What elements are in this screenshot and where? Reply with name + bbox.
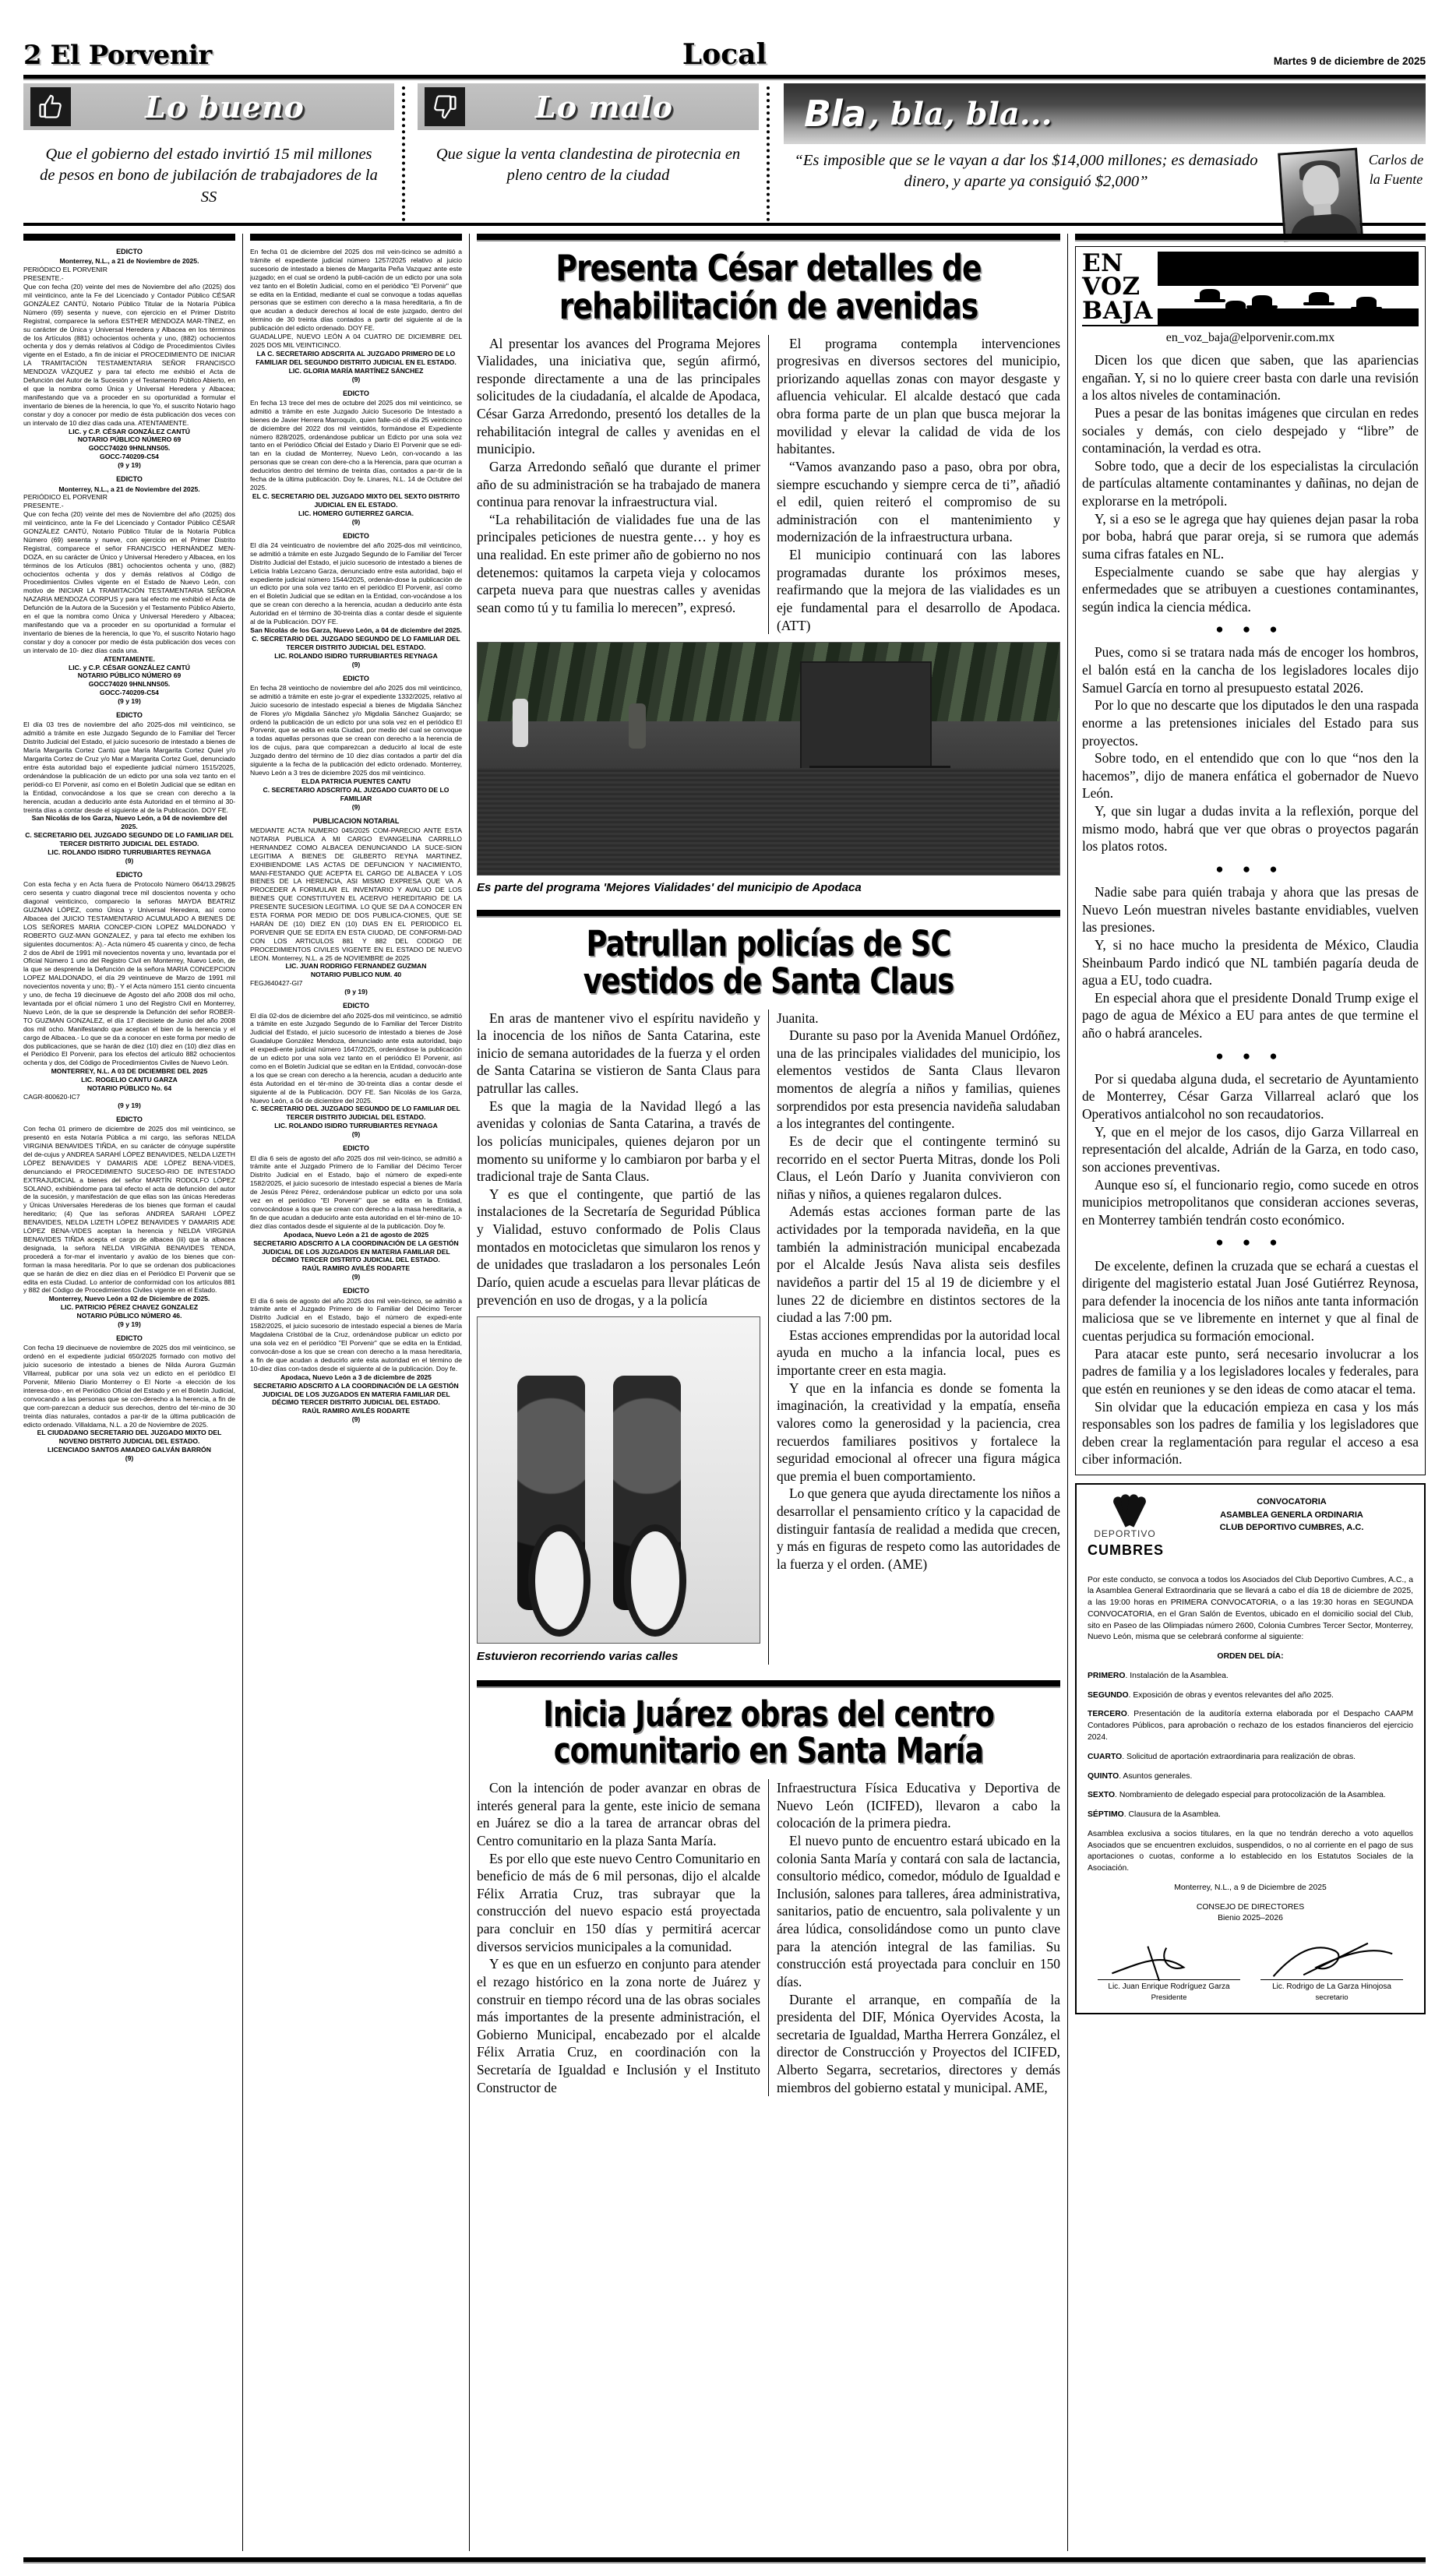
- column-top-rule: [250, 234, 462, 241]
- article-headline: Presenta César detalles de rehabilitación de avenidas: [555, 247, 982, 327]
- article-column-2: [777, 1010, 1060, 1665]
- paragraph-separator-dots: ● ● ●: [1215, 861, 1285, 876]
- banner-top-rule: [23, 75, 1426, 79]
- legal-notice-title: EDICTO: [343, 1287, 369, 1295]
- legal-notice-line: NOTARIO PÚBLICO NÚMERO 69: [77, 435, 182, 444]
- main-content: [23, 234, 1426, 2551]
- paragraph-separator-dots: ● ● ●: [1215, 1048, 1285, 1063]
- opinion-paragraph: De excelente, definen la cruzada que se echará a cuestas el dirigente del magisterio estatal Juan José Gutiérrez Reynosa, para defender la inocencia de los niños ante tanta información maliciosa que se ve libremente en internet y que al final de cuentas perjudica su formación emocional.: [1082, 1257, 1419, 1344]
- opinion-paragraph: Aunque eso sí, el funcionario regio, como sucede en otros municipios metropolitanos que consideran acciones severas, en Monterrey también tendrán costo económico.: [1082, 1176, 1419, 1228]
- article-paragraph: Además estas acciones forman parte de las actividades por la temporada navideña, en la que también la administración municipal encabezada por el Alcalde Jesús Nava alista seis desfiles navideños a partir del 15 al 19 de diciembre y el lunes 22 de diciembre en distintos sectores de la ciudad a las 7:00 pm.: [777, 1203, 1060, 1326]
- legal-notice: [23, 248, 235, 470]
- legal-notice-line: Monterrey, N.L., a 21 de Noviembre de 2025.: [59, 257, 199, 266]
- legal-notice-line: LIC. ROLANDO ISIDRO TURRUBIARTES REYNAGA: [48, 848, 211, 857]
- signature-role: secretario: [1315, 1993, 1349, 2003]
- bla-quote-text: “Es imposible que se le vayan a dar los $14,000 millones; es demasiado dinero, y aparte ya consiguió $2,000”: [794, 152, 1258, 191]
- legal-notice-title: EDICTO: [116, 1334, 143, 1342]
- lo-bueno-text: Que el gobierno del estado invirtió 15 mil millones de pesos en bono de jubilación de trabajadores de la SS: [40, 146, 378, 206]
- legal-notice-line: MEDIANTE ACTA NUMERO 045/2025 COM-PARECIO ANTE ESTA NOTARIA PUBLICA A MI CARGO EVANGELINA CARRILLO HERNANDEZ COMO ALBACEA DENUNCIANDO LA SUCE-SION LEGITIMA A BIENES DE GILBERTO REYNA MARTINEZ, EXHIBIENDOME LAS ACTAS DE DEFUNCION Y NACIMIENTO, MANI-FESTANDO QUE ACEPTA EL CARGO DE ALBACEA Y LOS BIENES DE LA HERENCIA, ASI MISMO EXPRESA QUE VA A PROCEDER A FORMULAR EL INVENTARIO Y AVALUO DE LOS BIENES QUE CONSTITUYEN EL ACERVO HEREDITARIO DE LA PRESENTE SUCESION LEGITIMA. LO QUE SE DA A CONOCER EN ESTA FORMA POR MEDIO DE DOS PUBLICA-CIONES, QUE SE HARÁN DE (10) DIEZ EN (10) DIAS EN EL PERIODICO EL PORVENIR QUE SE EDITA EN ESTA CIUDAD, DE CONFORMI-DAD CON LOS ARTICULOS 881 Y 882 DEL CODIGO DE PROCEDIMIENTOS CIVILES VIGENTE EN EL ESTADO DE NUEVO LEON. Monterrey, N.L. a 25 de NOVIEMBRE de 2025: [250, 826, 462, 962]
- legal-notice-line: (9): [125, 1454, 134, 1463]
- column-top-rule: [23, 234, 235, 241]
- logo-line-2: CUMBRES: [1088, 1542, 1165, 1559]
- bla-bla-header: [784, 83, 1426, 144]
- legal-notice-line: (9 y 19): [118, 461, 141, 470]
- column-email[interactable]: en_voz_baja@elporvenir.com.mx: [1165, 331, 1335, 344]
- legal-notice: [250, 1287, 462, 1424]
- article-paragraph: Es que la magia de la Navidad llegó a las avenidas y colonias de Santa Catarina, a través de los policías municipales, quienes dejaron por un momento su uniforme y lo cambiaron por barba y el tradicional traje de Santa Claus.: [477, 1098, 760, 1185]
- signature-president: [1098, 1945, 1241, 2003]
- column-divider: [768, 1010, 769, 1665]
- article-paragraph: Es de decir que el contingente terminó su recorrido en el sector Puerta Mitras, donde los Poli Claus, el León Darío y Juanita convivieron con niñas y niños, a quienes regalaron dulces.: [777, 1133, 1060, 1202]
- legal-notice-title: EDICTO: [343, 389, 369, 397]
- agenda-item: PRIMERO. Instalación de la Asamblea.: [1088, 1671, 1229, 1680]
- article-paragraph: El programa contempla intervenciones progresivas en diversos sectores del municipio, priorizando aquellas zonas con mayor desgaste y afluencia vehicular. El alcalde destacó que cada obra forma parte de un plan que busca mejorar la movilidad y elevar la calidad de vida de los habitantes.: [777, 335, 1060, 457]
- bla-author-name: Carlos de la Fuente: [1368, 152, 1424, 188]
- legal-notice-line: C. SECRETARIO DEL JUZGADO SEGUNDO DE LO FAMILIAR DEL TERCER DISTRITO JUDICIAL DEL ESTADO.: [252, 1105, 460, 1122]
- bla-title-strong: Bla: [804, 93, 866, 135]
- agenda-item-number: CUARTO: [1088, 1752, 1123, 1761]
- article-column-1: [477, 1010, 760, 1665]
- lo-malo-block: [405, 83, 770, 221]
- bla-title-rest: , bla, bla...: [868, 95, 1052, 132]
- signature-role: Presidente: [1151, 1993, 1187, 2003]
- opinion-paragraph: Y, que sin lugar a dudas invita a la reflexión, porque del mismo modo, habrá que ver que obras o proyectos pagarán los platos rotos.: [1082, 803, 1419, 855]
- agenda-item: TERCERO. Presentación de la auditoría externa elaborada por el Despacho CAAPM Contadores Públicos, para aprobación o rechazo de los estados financieros del ejercicio 2024.: [1088, 1710, 1413, 1742]
- legal-notice-line: PRESENTE.-: [23, 502, 64, 510]
- agenda-item-number: SÉPTIMO: [1088, 1810, 1124, 1820]
- legal-notice-line: (9): [125, 856, 134, 865]
- article-centro-comunitario: [477, 1680, 1060, 2097]
- legal-notice-line: Con esta fecha y en Acta fuera de Protocolo Número 064/13.298/25 cero sesenta y cuatro diagonal trece mil doscientos noventa y ocho diagonal veinticinco, comparecio la señoras MAYDA BEATRIZ GUZMAN LÓPEZ, como Única y Universal Heredera, así como Albacea del JUICIO TESTAMENTARIO ACUMULADO A BIENES DE LOS SEÑORES MARIA CONCEP-CION LOPEZ MALDONADO Y ROBERTO GUZ-MAN GONZALEZ, y para tal efecto me exhiben los siguientes documentos: A).- Acta número 45 cuarenta y cinco, de fecha 2 dos de Abril de 1991 mil novecientos noventa y uno, levantada por el Oficial Número 1 uno del Registro Civil en Monterrey, Nuevo León, de la que se desprende la Defunción de la señora MARIA CONCEPCION LOPEZ MALDONADO, el día 29 veintinueve de Marzo de 1991 mil novecientos noventa y uno; B).- Y el Acta número 151 ciento cincuenta y uno, de fecha 19 diecinueve de Agosto del año 2008 dos mil ocho, levantada por el oficial número 1 uno del Registro Civil en Monterrey, Nuevo León, de la que se desprende la Defunción del señor ROBER-TO GUZMAN GONZALEZ, el día 17 diecisiete de Junio del año 2008 dos mil ocho. Manifestando que aceptan el bien de la herencia y el cargo de Albacea.- Lo que se da a conocer en este forma por medio de dos publicaciones, que se harán de diez (10) diez en (10) diez días en el Periódico El Porvenir, para los efectos del artículo 882 ochocientos ochenta y dos, del Código de Procedimientos Civiles de Nuevo León.: [23, 880, 235, 1067]
- road-paving-photo: [477, 642, 1060, 876]
- biennium-label: Bienio 2025–2026: [1218, 1914, 1283, 1923]
- photo-caption: Estuvieron recorriendo varias calles: [477, 1650, 679, 1664]
- article-top-rule: [477, 234, 1060, 240]
- opinion-paragraph: Pues, como si se tratara nada más de encoger los hombros, el balón está en la cancha de los legisladores locales dijo Samuel García en torno al presupuesto estatal 2026.: [1082, 644, 1419, 696]
- issue-date: Martes 9 de diciembre de 2025: [1273, 55, 1426, 67]
- article-paragraph: Estas acciones emprendidas por la autoridad local ayuda en mucho a la infancia local, pues es importante creer en esta magia.: [777, 1327, 1060, 1378]
- column-divider: [469, 234, 470, 2551]
- lo-malo-header: [418, 83, 759, 130]
- legal-notice-line: LA C. SECRETARIO ADSCRITA AL JUZGADO PRIMERO DE LO FAMILIAR DEL SEGUNDO DISTRITO JUDICIAL EN EL ESTADO.: [256, 349, 457, 366]
- legal-notice-title: EDICTO: [343, 674, 369, 682]
- article-column-2: [777, 335, 1060, 635]
- legal-notice-line: EL CIUDADANO SECRETARIO DEL JUZGADO MIXTO DEL NOVENO DISTRITO JUDICIAL DEL ESTADO.: [37, 1429, 222, 1446]
- opinion-column: [1075, 234, 1426, 2551]
- legal-notice-title: EDICTO: [116, 711, 143, 720]
- legal-notice-line: PERIÓDICO EL PORVENIR: [23, 493, 108, 502]
- convocatoria-closing: Asamblea exclusiva a socios titulares, en la que no tendrán derecho a voto aquellos Asociados que se encuentren excluidos, suspendidos, o no al corriente en el pago de sus aportaciones o cuotas, conforme a lo establecido en los Estatutos Sociales de la Asociación.: [1088, 1829, 1413, 1873]
- legal-notice-line: (9): [351, 802, 361, 811]
- legal-notice-line: En fecha 01 de diciembre del 2025 dos mil vein-ticinco se admitió a trámite el expediente judicial número 1257/2025 relativo al juicio sucesorio de intestado a bienes de Margarita Peña Vazquez ante este juzgado; en el cual se ordenó la publi-cación de un edicto por una sola vez tanto en el Boletín Judicial, como en el periódico "El Porvenir" que se edita en la Entidad, mediante el cual se convoque a todas aquellas personas que se estimen con derecho a la masa hereditaria, a fin de que acudan a deducir derechos al local de este juzgado, dentro del término de 30 treinta días contados a partir del siguiente al de la publicación del edicto ordenado. DOY FE.: [250, 248, 462, 333]
- legal-notice-title: EDICTO: [116, 475, 143, 484]
- club-logo: [1088, 1494, 1165, 1561]
- column-divider: [242, 234, 243, 2551]
- legal-notice-line: CAGR-800620-IC7: [23, 1092, 80, 1101]
- legal-notice-line: (9): [351, 517, 361, 526]
- santa-claus-motorcycles-photo: [477, 1316, 760, 1644]
- logo-line-1: DEPORTIVO: [1094, 1528, 1156, 1539]
- opinion-paragraph: Especialmente cuando se sabe que hay alergias y enfermedades que se atribuyen a cuestiones contaminantes, según indica la ciencia médica.: [1082, 563, 1419, 615]
- legal-notice: [23, 1334, 235, 1463]
- article-paragraph: El nuevo punto de encuentro estará ubicado en la colonia Santa María y contará con sala de lactancia, consultorio médico, comedor, módulo de Igualdad e Inclusión, salones para talleres, área administrativa, sanitarios, patio de encuentro, sala polivalente y un área lúdica, consolidándose como un punto clave para la atención integral de las familias. Su construcción está proyectada para concluir en 150 días.: [777, 1832, 1060, 1989]
- legal-notice-line: ELDA PATRICIA PUENTES CANTU: [301, 777, 411, 785]
- opinion-paragraph: Por si quedaba alguna duda, el secretario de Ayuntamiento de Monterrey, César Garza Villarreal aclaró que los Operativos antialcohol no son recaudatorios.: [1082, 1070, 1419, 1122]
- article-paragraph: Durante el arranque, en compañía de la presidenta del DIF, Mónica Oyervides Acosta, la secretaria de Igualdad, Martha Herrera González, el director de Construcción y Proyectos del ICIFED, Alberto Segarra, secretarios, directores y demás miembros del gobierno estatal y municipal. AME,: [777, 1991, 1060, 2095]
- column-divider: [768, 1779, 769, 2096]
- legal-notice-line: (9): [351, 660, 361, 668]
- legal-notice-line: (9): [351, 1130, 361, 1139]
- opinion-paragraph: Por lo que no descarte que los diputados le den una raspada enorme a las pretensiones iniciales del Estado para sus proyectos.: [1082, 697, 1419, 749]
- opinion-paragraph: Sobre todo, en el entendido que con lo que “nos den la hacemos”, dijo de manera enfática el gobernador de Nuevo León.: [1082, 750, 1419, 802]
- legal-notice-line: San Nicolás de los Garza, Nuevo León, a 04 de noviembre del 2025.: [31, 814, 227, 831]
- legal-notice-line: Que con fecha (20) veinte del mes de Noviembre del año (2025) dos mil veinticinco, ante la Fe del Licenciado y Contador Público CÉSAR GONZÁLEZ CANTÚ, Notario Público Titular de la Notaría Pública Número (69) sesenta y nueve, con ejercicio en el Primer Distrito Registral, comparece el señor FRANCISCO HERNÁNDEZ MEN-DOZA, en su carácter de Único y Universal Heredero y Albacea, en los términos de los Artículos (881) ochocientos ochenta y uno, (882) ochocientos ochenta y dos y demás relativos al Código de Procedimientos Civiles vigente en el Estado de Nuevo León, con motivo de INICIAR LA TRAMITACIÓN TESTAMENTARIA SEÑORA NAZARIA MENDOZA CORPUS y para tal efecto me exhibió el Acta de Defunción de la Autora de la Sucesión y el Testamento Público Abierto, en el que la nombra como Única y Universal Heredero y Albacea; manifestando que va a proceder en su oportunidad a formular el inventario de bienes de la herencia, lo que Yo, el suscrito Notario hago constar y doy a conocer por medio de ésta publicación dos veces con un intervalo de 10- diez días cada una.: [23, 510, 235, 654]
- opinion-paragraph: Nadie sabe para quién trabaja y ahora que las presas de Nuevo León muestran niveles bastante envidiables, vuelven las presiones.: [1082, 884, 1419, 936]
- legal-notice-line: C. SECRETARIO ADSCRITO AL JUZGADO CUARTO DE LO FAMILIAR: [263, 785, 450, 802]
- bla-bla-block: [770, 83, 1426, 221]
- article-patrullan-santa-claus: [477, 910, 1060, 1665]
- legal-notice-line: NOTARIO PÚBLICO NÚMERO 46.: [76, 1312, 182, 1320]
- legal-notice-line: El día 6 seis de agosto del año 2025 dos mil vein-ticinco, se admitió a trámite ante el Juzgado Primero de lo Familiar del Décimo Tercer Distrito Judicial en el Estado, bajo el número de expedi-ente 1582/2025, el juicio sucesorio de intestado especial a bienes de María de Jesús Pérez Pérez, ordenándose publicar un edicto por una sola vez en el periódico "El Porvenir" que se edita en la Entidad, convocándose a los que se crean con derecho a la masa hereditaria, a fin de que acudan a deducirlo ante esta autoridad en el tér-mino de 10-diez días contados desde el siguiente al de la publicación. Doy fe.: [250, 1154, 462, 1230]
- legal-notice-line: Que con fecha (20) veinte del mes de Noviembre del año (2025) dos mil veinticinco, ante la Fe del Licenciado y Contador Público CÉSAR GONZÁLEZ CANTÚ, Notario Público Titular de la Notaría Pública Número (69) sesenta y nueve, con ejercicio en el Primer Distrito Registral, comparece la señora ESTHER MENDOZA MAR-TÍNEZ, en su carácter de Única y Universal Heredera y Albacea en los términos de los Artículos (881) ochocientos ochenta y uno, (882) ochocientos ochenta y dos y demás relativos al Código de Procedimientos Civiles vigente en el Estado, a fin de iniciar el PROCEDIMIENTO DE INICIAR LA TRAMITACIÓN TESTAMENTARIA SEÑOR FRANCISCO MENDOZA VÁZQUEZ y para tal efecto me exhibió el Acta de Defunción del Autor de la Sucesión y el Testamento Público Abierto, en el que la nombra como Única y Universal Heredera y Albacea; manifestando que va a proceder en su oportunidad a formular el inventario de bienes de la herencia, lo que Yo, el suscrito Notario hago constar y doy a conocer por medio de ésta publicación dos veces con un intervalo de 10 diez días cada una. ATENTAMENTE.: [23, 283, 235, 427]
- lo-bueno-block: [23, 83, 405, 221]
- legal-notice-line: LICENCIADO SANTOS AMADEO GALVÁN BARRÓN: [48, 1446, 211, 1454]
- photo-caption: Es parte del programa 'Mejores Vialidades' del municipio de Apodaca: [477, 881, 862, 895]
- legal-notice-line: GOCC74020 9HNLNNS05.: [88, 444, 171, 453]
- convocatoria-header: [1170, 1494, 1413, 1535]
- article-paragraph: Con la intención de poder avanzar en obras de interés general para la gente, este inicio de semana en Juárez se dio a la tarea de arrancar obras del Centro comunitario en la plaza Santa María.: [477, 1780, 760, 1848]
- legal-notice-line: LIC. PATRICIO PÉREZ CHAVEZ GONZALEZ: [60, 1303, 199, 1312]
- paragraph-separator-dots: ● ● ●: [1215, 622, 1285, 637]
- article-paragraph: Infraestructura Física Educativa y Deportiva de Nuevo León (ICIFED), llevaron a cabo la colocación de la primera piedra.: [777, 1780, 1060, 1831]
- article-rehabilitacion-avenidas: [477, 234, 1060, 894]
- article-headline: Patrullan policías de SC vestidos de Santa Claus: [583, 923, 954, 1002]
- legal-notice-title: EDICTO: [343, 1144, 369, 1153]
- opinion-paragraph: Dicen los que dicen que saben, que las apariencias engañan. Y, si no lo quiere creer basta con darle una revisión a los altos niveles de contaminación.: [1082, 352, 1419, 403]
- convocatoria-body: Por este conducto, se convoca a todos los Asociados del Club Deportivo Cumbres, A.C., a la Asamblea General Extraordinaria que se llevará a cabo el día 18 de diciembre de 2025, a las 19:00 horas en PRIMERA CONVOCATORIA, o a las 19:30 horas en SEGUNDA CONVOCATORIA, en el Gran Salón de Eventos, ubicado en el domicilio social del Club, sito en Paseo de las Olimpiadas número 2600, Colonia Cumbres Tercer Sector, Monterrey, Nuevo León, misma que se celebrará conforme al siguiente:: [1088, 1575, 1413, 1642]
- legal-notice: [250, 1144, 462, 1281]
- legal-notice-line: FEGJ640427-GI7: [250, 979, 303, 988]
- legal-notice: [250, 389, 462, 527]
- lo-malo-text: Que sigue la venta clandestina de pirotecnia en pleno centro de la ciudad: [435, 146, 741, 185]
- agenda-item: SEXTO. Nombramiento de delegado especial para protocolización de la Asamblea.: [1088, 1791, 1386, 1800]
- article-column-2: [777, 1779, 1060, 2096]
- opinion-paragraph: Sobre todo, que a decir de los especialistas la circulación de partículas altamente contaminantes y dañinas, no dejan de explorarse en la metrópoli.: [1082, 457, 1419, 509]
- convocatoria-place-date: Monterrey, N.L., a 9 de Diciembre de 2025: [1174, 1883, 1327, 1892]
- article-paragraph: Al presentar los avances del Programa Mejores Vialidades, una iniciativa que, según afirmó, responde directamente a una de las principales solicitudes de la ciudadanía, el alcalde de Apodaca, César Garza Arredondo, presentó los detalles de la rehabilitación integral de calles y avenidas en el municipio.: [477, 335, 760, 457]
- article-paragraph: Lo que genera que ayuda directamente los niños a desarrollar el pensamiento crítico y la capacidad de distinguir fantasía de realidad a medida que crecen, y más en figuras de respeto como las autoridades de la fuerza y el orden. (AME): [777, 1485, 1060, 1572]
- legal-notices-column-2: [250, 234, 462, 2551]
- legal-notice-line: PRESENTE.-: [23, 274, 64, 283]
- council-label: CONSEJO DE DIRECTORES: [1196, 1902, 1305, 1912]
- legal-notice-line: El día 03 tres de noviembre del año 2025-dos mil veinticinco, se admitió a trámite en este Juzgado Segundo de lo Familiar del Tercer Distrito Judicial del Estado, el juicio sucesorio de intestado a bienes de María Margarita Cortez Cantú que María Margarita Cortez Quiel y/o Margarita Cortez de Cruz y/o Mar a Margarita Cortez Guel, denunciado entre ésta autoridad bajo el expediente judicial número 1515/2025, ordenándose la publicación de un edicto por una sola vez tanto en el periódi-co El Porvenir, así como en el Boletín Judicial que se editan en la Entidad, convocándose a los que se crean con derecho a la herencia, acudan a deducirlo ante ésta Autoridad en el término al 30-treinta días a contar desde el siguiente al de la Publicación. DOY FE.: [23, 721, 235, 814]
- legal-notice: [250, 817, 462, 997]
- legal-notice-title: PUBLICACION NOTARIAL: [312, 816, 400, 825]
- legal-notice: [250, 532, 462, 669]
- legal-notice-line: SECRETARIO ADSCRITO A LA COORDINACIÓN DE LA GESTIÓN JUDICIAL DE LOS JUZGADOS EN MATERIA FAMILIAR DEL DÉCIMO TERCER DISTRITO JUDICIAL DEL ESTADO.: [253, 1381, 459, 1407]
- legal-notice-line: C. SECRETARIO DEL JUZGADO SEGUNDO DE LO FAMILIAR DEL TERCER DISTRITO JUDICIAL DEL ESTADO.: [252, 634, 460, 651]
- article-paragraph: El municipio continuará con las labores programadas durante los próximos meses, reafirmando que la mejora de las vialidades es un eje fundamental para el desarrollo de Apodaca.(ATT): [777, 547, 1060, 633]
- lo-malo-title: Lo malo: [535, 89, 673, 125]
- opinion-paragraph: En especial ahora que el presidente Donald Trump exige el pago de agua de México a EU para antes de que termine el año o habrá aranceles.: [1082, 989, 1419, 1041]
- opinion-paragraph: Pues a pesar de las bonitas imágenes que circulan en redes sociales y demás, con cielo despejado y “libre” de contaminación, la verdad es otra.: [1082, 404, 1419, 456]
- legal-notice-line: San Nicolás de los Garza, Nuevo León, a 04 de diciembre del 2025.: [250, 626, 462, 634]
- column-divider: [1067, 234, 1068, 2551]
- article-column-1: [477, 1779, 760, 2096]
- article-paragraph: Es por ello que este nuevo Centro Comunitario en beneficio de más de 6 mil personas, dijo el alcalde Félix Arratia Cruz, tras subrayar que la construcción del nuevo espacio está proyectada para concluir en 150 días y permitirá acercar diversos servicios municipales a la comunidad.: [477, 1850, 760, 1954]
- column-divider: [768, 335, 769, 635]
- legal-notice-title: EDICTO: [116, 248, 143, 255]
- legal-notice: [250, 1002, 462, 1139]
- title-line: EN: [1082, 249, 1123, 277]
- page-title: 2 El Porvenir: [23, 40, 212, 71]
- page-bottom-rule: [23, 2557, 1426, 2562]
- article-paragraph: Juanita.: [777, 1010, 819, 1026]
- legal-notice-line: GOCC-740209-C54: [100, 453, 159, 461]
- legal-notice-line: El día 24 veinticuatro de noviembre del año 2025-dos mil veinticinco, se admitió a trámite en este Juzgado Segundo de lo Familiar del Tercer Distrito Judicial del Estado, el juicio sucesorio de intestado a bienes de Leticia Irabla Lezcano Garza, denunciado entre esta autoridad, bajo el expediente judicial número 1544/2025, ordenán-dose la publicación de un edicto por una sola vez tanto en el periódico El Porvenir, así como en el Boletín Judicial que se editan en la Entidad, con-vocándose a los que se crean con derecho a la herencia, acudan a deducirlo ante ésta Autoridad en el término de 30-treinta días a contar desde el siguiente al de la Publicación. DOY FE.: [250, 541, 462, 626]
- legal-notice-line: GUADALUPE, NUEVO LEÓN A 04 CUATRO DE DICIEMBRE DEL 2025 DOS MIL VEINTICINCO.: [250, 333, 462, 349]
- masthead: [23, 23, 1426, 69]
- article-paragraph: Y es que en un esfuerzo en conjunto para atender el rezago histórico en la zona norte de Juárez y construir en tiempo récord una de las obras sociales más importantes de la presente administración, el Gobierno Municipal, encabezado por el alcalde Félix Arratia Cruz, en coordinación con la Secretaría de Igualdad e Inclusión y el Instituto Constructor de: [477, 1956, 760, 2095]
- legal-notice-line: MONTERREY, N.L. A 03 DE DICIEMBRE DEL 2025: [51, 1067, 208, 1076]
- signature-name: Lic. Rodrigo de La Garza Hinojosa: [1260, 1979, 1404, 1993]
- legal-notice-line: Monterrey, N.L., a 21 de Noviembre del 2025.: [58, 485, 200, 493]
- convocatoria-notice: [1075, 1483, 1426, 2014]
- legal-notice-line: (9): [351, 1415, 361, 1424]
- opinion-paragraph: Sin olvidar que la educación empieza en casa y los más responsables son los padres de familia y los legisladores que deben crear la reglamentación para regular el acceso a esa ciber información.: [1082, 1398, 1419, 1468]
- en-voz-baja-body: [1082, 351, 1419, 1468]
- thumbs-down-icon: [425, 87, 465, 126]
- legal-notice-line: (9 y 19): [344, 988, 368, 996]
- legal-notice-line: NOTARIO PÚBLICO NÚMERO 69: [77, 671, 182, 680]
- legal-notice-line: Con fecha 01 primero de diciembre de 2025 dos mil veinticinco, se presentó en esta Notaría Pública a mi cargo, las señoras NELDA VIRGINIA BENAVIDES TIÑDA, en su carácter de cónyuge supérstite del de-cujus y ANDREA SARAHÍ LÓPEZ BENAVIDES, NELDA LIZETH LÓPEZ BENAVIDES Y DAMARIS ADE LÓPEZ BENA-VIDES, denunciando el PROCEDIMIENTO SUCESO-RIO DE INTESTADO EXTRAJUDICIAL a bienes del señor MARTÍN RODOLFO LÓPEZ SOLANO, exhibiéndome para tal efecto el acta de defunción del autor de la sucesión, y manifestación de que ellas son las únicas Herederas y Únicas Universales Herederas de los bienes que forman el caudal hereditario; (4) Que las señoras ANDREA SARAHI LÓPEZ BENAVIDES, NELDA LIZETH LÓPEZ BENAVIDES Y DAMARIS ADE LÓPEZ BENA-VIDES aceptan la herencia y NELDA VIRGINIA BENAVIDES TIÑDA acepta el cargo de albacea (iii) que la albacea designada, la señora NELDA VIRGINIA BENAVIDES TENDA, procederá a for-mar el inventario y avalúo de los bienes que con-forman la masa hereditaria. Por lo que se ordenan dos publicaciones que se harán de diez en diez días en el Periódico El Porvenir que se edita en esta Ciudad. Lo anterior de conformidad con los artículos 881 y 882 del Código de Procedimientos Civiles vigente en el Estado.: [23, 1125, 235, 1295]
- legal-notice-line: LIC. y C.P. CÉSAR GONZÁLEZ CANTÚ: [69, 663, 190, 671]
- agenda-item: QUINTO. Asuntos generales.: [1088, 1771, 1193, 1781]
- lo-bueno-header: [23, 83, 394, 130]
- legal-notice-line: (9 y 19): [118, 697, 141, 706]
- legal-notice-line: LIC. JUAN RODRIGO FERNANDEZ GUZMAN: [285, 962, 427, 971]
- legal-notice-line: En fecha 13 trece del mes de octubre del 2025 dos mil veinticinco, se admitió a trámite en este Juzgado Juicio Sucesorio De Intestado a bienes de Javier Herrera Marroquín, quien falle-ció el día 25 veinticinco de diciembre del 2022 dos mil veintidós, formándose el Expediente número 828/2025, ordenándose publicar un Edicto por una sola vez tanto en el Periódico Oficial del Estado y Diario El Porvenir que se edi-tan en la ciudad de Monterrey, Nuevo León, con-vocando a las personas que se crean con dere-cho a la Herencia, para que ocurran a deducirlos dentro del término de treinta días, contados a par-tir de la fecha de la última publicación. Doy fe. Linares, N.L. 14 de Octubre del 2025.: [250, 398, 462, 492]
- legal-notice-line: Con fecha 19 diecinueve de noviembre de 2025 dos mil veinticinco, se ordenó en el expediente judicial 650/2025 formado con motivo del juicio sucesorio de intestado a bienes de Nilda Aurora Guzmán Villarreal, publicar por una sola vez un edicto en el periódico El Porvenir, Milenio Diario Monterrey o El Norte -a elección de los interesa-dos-, en el Periódico Oficial del Estado y en el Boletín Judicial, convocando a las personas que se con-derecho a la herencia, a fin de que com-parezcan a deducir sus derechos, dentro del tér-mino de 30 treinta días naturales, contados a par-tir de la última publicación de edicto ordenado. Villaldama, N.L. a 20 de Noviembre de 2025.: [23, 1344, 235, 1429]
- legal-notice: [250, 675, 462, 812]
- opinion-paragraph: Para atacar este punto, será necesario involucrar a los padres de familia y a los legisladores locales y federales, para que estén en reuniones y se den ideas de como atacar el tema.: [1082, 1345, 1419, 1397]
- legal-notice-line: Apodaca, Nuevo León a 3 de diciembre de 2025: [280, 1373, 432, 1381]
- signature-name: Lic. Juan Enrique Rodríguez Garza: [1098, 1979, 1241, 1993]
- legal-notice: [23, 1115, 235, 1329]
- paragraph-separator-dots: ● ● ●: [1215, 1235, 1285, 1250]
- column-top-rule: [1075, 234, 1426, 240]
- legal-notice-line: RAÚL RAMIRO AVILÉS RODARTE: [301, 1407, 411, 1415]
- thumbs-up-icon: [30, 87, 71, 126]
- legal-notice-line: EL C. SECRETARIO DEL JUZGADO MIXTO DEL SEXTO DISTRITO JUDICIAL EN EL ESTADO.: [252, 492, 460, 509]
- article-top-rule: [477, 1680, 1060, 1686]
- agenda-item: SEGUNDO. Exposición de obras y eventos relevantes del año 2025.: [1088, 1690, 1334, 1700]
- legal-notice-line: NOTARIO PUBLICO NUM. 40: [310, 971, 402, 979]
- legal-notice-line: LIC. ROLANDO ISIDRO TURRUBIARTES REYNAGA: [274, 651, 438, 660]
- legal-notice-line: LIC. ROGELIO CANTU GARZA: [81, 1076, 178, 1084]
- agenda-title: ORDEN DEL DÍA:: [1217, 1652, 1284, 1662]
- legal-notice-line: LIC. GLORIA MARÍA MARTÍNEZ SÁNCHEZ: [288, 366, 424, 375]
- header-line: ASAMBLEA GENERLA ORDINARIA: [1220, 1510, 1363, 1520]
- legal-notice-line: ATENTAMENTE.: [103, 654, 156, 663]
- article-headline: Inicia Juárez obras del centro comunitario en Santa María: [543, 1693, 994, 1772]
- legal-notice: [250, 248, 462, 384]
- section-title: Local: [682, 38, 767, 71]
- signature-secretary: [1260, 1945, 1404, 2003]
- agenda-item-number: QUINTO: [1088, 1771, 1119, 1781]
- opinion-paragraph: Y, que en el mejor de los casos, dijo Garza Villarreal en representación del alcalde, Adrián de la Garza, en todo caso, son acciones preventivas.: [1082, 1123, 1419, 1175]
- legal-notice-line: (9 y 19): [118, 1320, 141, 1329]
- opinion-banner: [23, 75, 1426, 226]
- opinion-paragraph: Y, si a eso se le agrega que hay quienes dejan pasar la roba por boba, habrá que parar oreja, si se rumora que además suma cifras fatales en NL.: [1082, 510, 1419, 562]
- title-line: BAJA: [1082, 296, 1153, 325]
- article-paragraph: Y que en la infancia es donde se fomenta la imaginación, la creatividad y la empatía, enseña valores como la generosidad y la paciencia, crea recuerdos familiares positivos y fortalece la seguridad emocional al ofrecer una figura mágica que premia el buen comportamiento.: [777, 1380, 1060, 1484]
- legal-notice-line: Apodaca, Nuevo León a 21 de agosto de 2025: [283, 1230, 429, 1239]
- header-line: CONVOCATORIA: [1257, 1497, 1327, 1506]
- legal-notice-title: EDICTO: [343, 531, 369, 540]
- header-line: CLUB DEPORTIVO CUMBRES, A.C.: [1219, 1523, 1364, 1532]
- legal-notice: [23, 871, 235, 1110]
- legal-notice-line: C. SECRETARIO DEL JUZGADO SEGUNDO DE LO FAMILIAR DEL TERCER DISTRITO JUDICIAL DEL ESTADO.: [25, 831, 234, 848]
- legal-notice-line: GOCC74020 9HNLNNS05.: [88, 680, 171, 689]
- legal-notice-line: SECRETARIO ADSCRITO A LA COORDINACIÓN DE LA GESTIÓN JUDICIAL DE LOS JUZGADOS EN MATERIA FAMILIAR DEL DÉCIMO TERCER DISTRITO JUDICIAL DEL ESTADO.: [253, 1239, 459, 1264]
- article-paragraph: En aras de mantener vivo el espíritu navideño y la inocencia de los niños de Santa Catarina, este inicio de semana autoridades de la fuerza y el orden de Santa Catarina se vistieron de Santa Claus para patrullar las calles.: [477, 1010, 760, 1096]
- avatar: [1278, 148, 1363, 242]
- legal-notice-title: EDICTO: [343, 1002, 369, 1010]
- legal-notice-title: EDICTO: [116, 870, 143, 879]
- article-paragraph: Durante su paso por la Avenida Manuel Ordóñez, una de las principales vialidades del municipio, los elementos vestidos de Santa Claus llevaron momentos de alegría a niños y familias, quienes sorprendidos por esta presencia navideña saludaban a los integrantes del contingente.: [777, 1027, 1060, 1132]
- signature-mark: [1098, 1945, 1241, 1979]
- cumbres-logo-icon: [1109, 1494, 1141, 1525]
- sombrero-crowd-illustration: [1158, 252, 1419, 326]
- opinion-paragraph: Y, si no hace mucho la presidenta de México, Claudia Sheinbaum Pardo indicó que NL también pagaría deuda de agua a EU, todo cuadra.: [1082, 936, 1419, 988]
- legal-notice-line: PERIÓDICO EL PORVENIR: [23, 266, 108, 274]
- article-paragraph: “Vamos avanzando paso a paso, obra por obra, siempre escuchando y siempre cerca de ti”, añadió el edil, quien reiteró el compromiso de su administración con el mantenimiento y modernización de la infraestructura urbana.: [777, 458, 1060, 545]
- agenda-item-number: TERCERO: [1088, 1710, 1127, 1719]
- agenda-item-number: PRIMERO: [1088, 1671, 1126, 1680]
- legal-notice-line: El día 02-dos de diciembre del año 2025-dos mil veinticinco, se admitió a trámite en este Juzgado Segundo de lo Familiar del Tercer Distrito Judicial del Estado, el juicio sucesorio de intestado a bienes de José Guadalupe González Mendoza, denunciado ante esta autoridad, bajo el expedi-ente judicial número 1647/2025, ordenándose la publicación de un edicto por una sola vez tanto en el periódico El Porvenir, así como en el Boletín Judicial que se editan en la Entidad, convocán-dose a los que se crean con derecho a la herencia, acudan a deducirlo ante ésta Autoridad en el tér-mino de 30-treinta días a contar desde el siguiente al de la Publicación. DOY FE. San Nicolás de los Garza, Nuevo León, a 04 de diciembre del 2025.: [250, 1011, 462, 1105]
- legal-notice-line: (9): [351, 375, 361, 383]
- legal-notice: [23, 475, 235, 706]
- en-voz-baja-title: [1082, 249, 1158, 326]
- agenda-item-number: SEXTO: [1088, 1791, 1116, 1800]
- article-top-rule: [477, 910, 1060, 916]
- article-paragraph: Garza Arredondo señaló que durante el primer año de su administración se ha trabajado de manera continua para renovar la infraestructura vial.: [477, 458, 760, 510]
- legal-notice-line: LIC. y C.P. CÉSAR GONZÁLEZ CANTÚ: [69, 427, 190, 435]
- legal-notice-line: GOCC-740209-C54: [100, 689, 159, 697]
- agenda-item: CUARTO. Solicitud de aportación extraordinaria para realización de obras.: [1088, 1752, 1356, 1761]
- lo-bueno-title: Lo bueno: [145, 89, 305, 125]
- article-column-1: [477, 335, 760, 635]
- legal-notice-line: LIC. ROLANDO ISIDRO TURRUBIARTES REYNAGA: [274, 1122, 438, 1130]
- legal-notice: [23, 711, 235, 865]
- legal-notice-line: NOTARIO PÚBLICO No. 64: [86, 1084, 172, 1093]
- legal-notice-line: (9 y 19): [118, 1101, 141, 1109]
- legal-notices-column-1: [23, 234, 235, 2551]
- news-articles-area: [477, 234, 1060, 2551]
- legal-notice-line: En fecha 28 veintiocho de noviembre del año 2025 dos mil veinticinco, se admitió a trámite en este jo-grar el expediente 1332/2025, relativo al Juicio sucesorio de intestado especial a bienes de Migdalia Sánchez de Flores y/o Migdalia Sánchez y/o Migdalia Sánchez Guajardo; se ordenó la publicación de un edicto por una sola vez en el periódico El Porvenir, que se edita en esta Ciudad, por medio del cual se convoque a todas aquellas personas que se crean con derecho a la herencia de los de cujus, para que comparezcan a deducirlo al local de este Juzgado dentro del término de 10 diez días contados a partir del día siguiente a la fecha de la publicación del edicto ordenado. Monterrey, Nuevo León a 3 tres de diciembre 2025 dos mil veinticinco.: [250, 683, 462, 777]
- legal-notice-line: RAÚL RAMIRO AVILÉS RODARTE: [301, 1264, 411, 1273]
- signature-mark: [1260, 1945, 1404, 1979]
- legal-notice-line: El día 6 seis de agosto del año 2025 dos mil vein-ticinco, se admitió a trámite ante el Juzgado Primero de lo Familiar del Décimo Tercer Distrito Judicial en el Estado, bajo el número de expedi-ente 1582/2025, el juicio sucesorio de intestado especial a bienes de María Magdalena Cristóbal de la Cruz, ordenándose publicar un edicto por una sola vez en el periódico "El Porvenir" que se edita en la Entidad, convocán-dose a los que se crean con derecho a la masa hereditaria, a fin de que acudan a deducirlo ante esta autoridad en el término de 10-diez días con-tados desde el siguiente al de la publicación. Doy fe.: [250, 1296, 462, 1373]
- legal-notice-line: LIC. HOMERO GUTIERREZ GARCIA.: [298, 509, 414, 517]
- agenda-item: SÉPTIMO. Clausura de la Asamblea.: [1088, 1810, 1221, 1820]
- article-paragraph: “La rehabilitación de vialidades fue una de las principales peticiones de nuestra gente… y hoy es una realidad. En este primer año de gobierno no nos detenemos: quitamos la carpeta vieja y colocamos carpeta nueva para que nuestras calles y avenidas sean como tú y tu familia lo merecen”, expresó.: [477, 511, 760, 615]
- title-line: VOZ: [1082, 273, 1141, 301]
- legal-notice-title: EDICTO: [116, 1115, 143, 1123]
- legal-notice-line: (9): [351, 1273, 361, 1281]
- en-voz-baja-box: [1075, 246, 1426, 1475]
- article-paragraph: Y es que el contingente, que partió de las instalaciones de la Secretaría de Seguridad Pública y Vialidad, estuvo conformado de Polis Claus montados en motocicletas que simularon los renos y de unidades que trasladaron a los personales León Darío, quien acude a escuelas para llevar pláticas de prevención en uso de drogas, y a la policía: [477, 1186, 760, 1308]
- agenda-item-number: SEGUNDO: [1088, 1690, 1129, 1700]
- legal-notice-line: Monterrey, Nuevo León a 02 de Diciembre de 2025.: [48, 1295, 210, 1303]
